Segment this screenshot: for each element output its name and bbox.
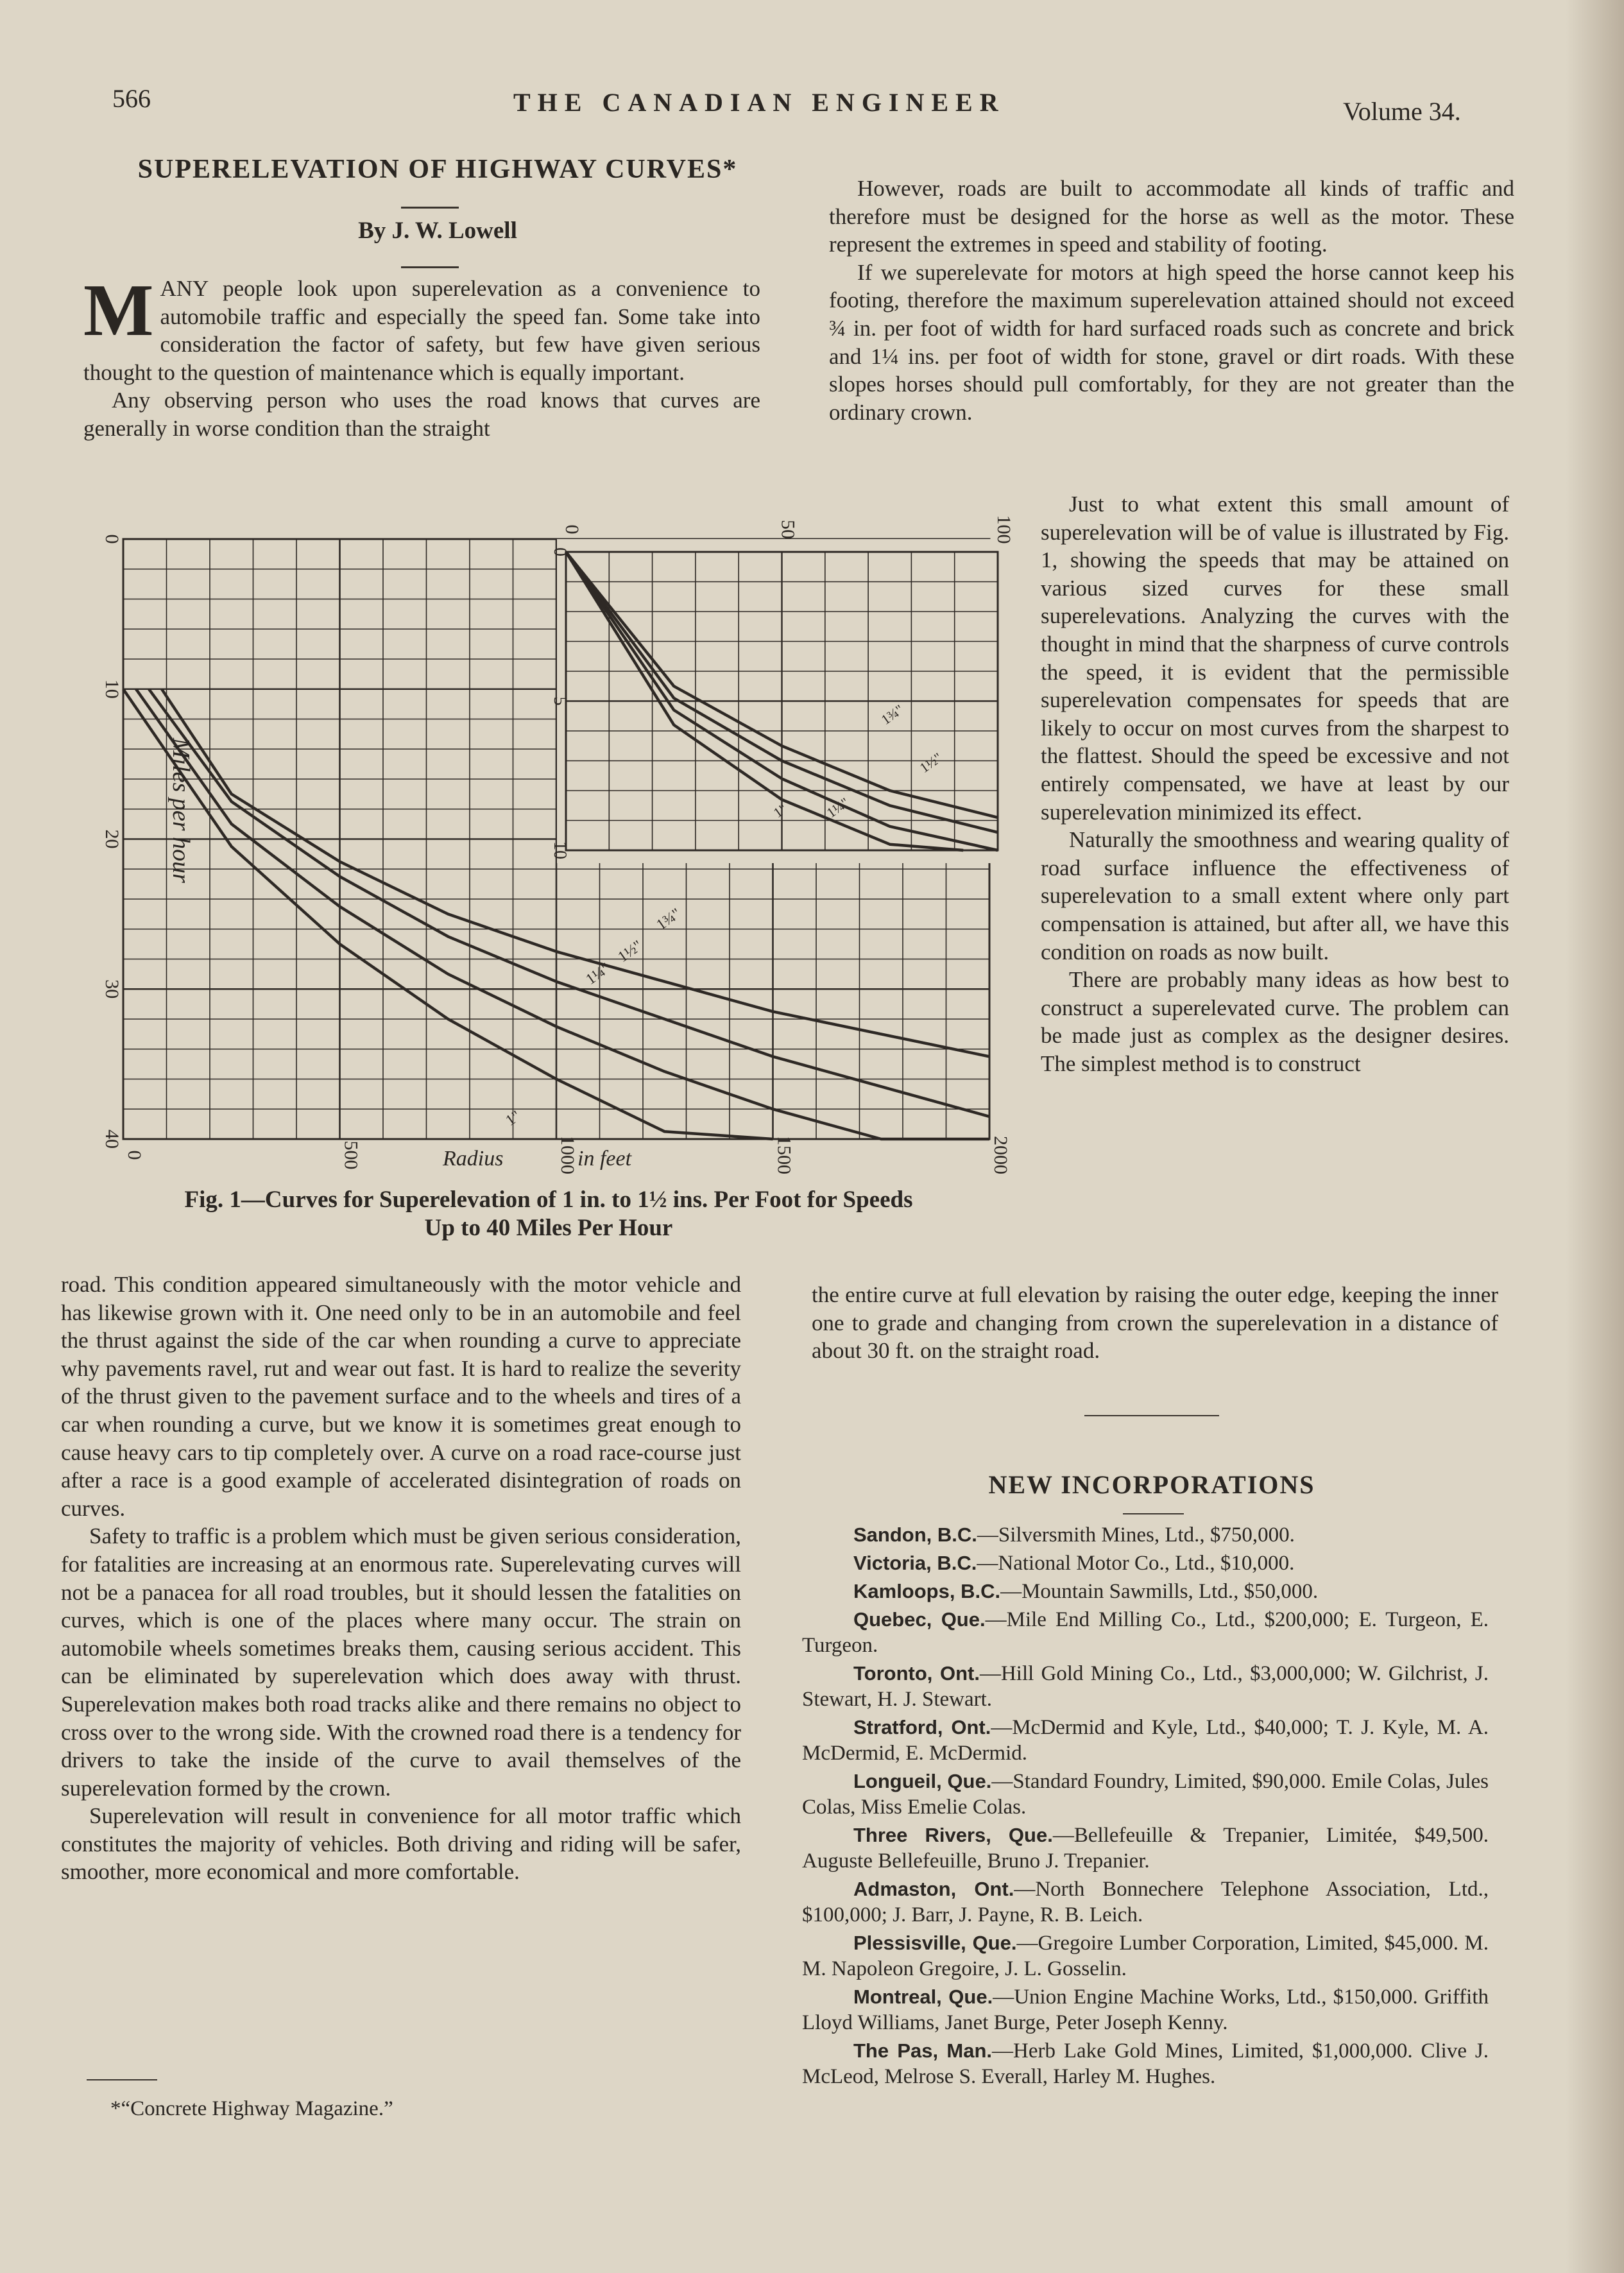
incorporation-details: —Hill Gold Mining Co., Ltd., $3,000,000; W. Gilchrist, J. Stewart, H. J. Stewart. bbox=[802, 1662, 1489, 1711]
paragraph: Just to what extent this small amount of superelevation will be of value is illustrated by Fig. 1, showing the speeds that may be attained on various sized curves for these small superelevations. Analyzing the curves with the thought in mind that the sharpness of curve controls the speed, it is evident that the permissible superelevation compensates for speeds that are likely to occur on most curves from the sharpest to the flattest. Should the speed be excessive and not entirely compensated, we have at least by our superelevation minimized its effect. bbox=[1041, 492, 1509, 825]
byline-rule bbox=[401, 266, 459, 268]
curve-label: 1¾" bbox=[653, 905, 685, 934]
inset-curve-label: 1¼" bbox=[823, 794, 852, 821]
section-divider bbox=[1084, 1415, 1219, 1416]
incorporation-details: —National Motor Co., Ltd., $10,000. bbox=[977, 1552, 1295, 1575]
footnote: *“Concrete Highway Magazine.” bbox=[110, 2097, 393, 2120]
incorporation-entry bbox=[802, 1607, 1489, 1658]
incorporation-place: Three Rivers, Que. bbox=[853, 1824, 1053, 1846]
figure-chart bbox=[83, 513, 1033, 1187]
drop-cap: M bbox=[83, 270, 154, 352]
footnote-rule bbox=[87, 2079, 157, 2080]
y-tick-label: 20 bbox=[101, 829, 123, 849]
incorporation-details: —McDermid and Kyle, Ltd., $40,000; T. J. Kyle, M. A. McDermid, E. McDermid. bbox=[802, 1716, 1489, 1765]
x-tick-label: 0 bbox=[124, 1150, 145, 1160]
incorporation-place: Victoria, B.C. bbox=[853, 1552, 977, 1574]
y-tick-label: 30 bbox=[101, 979, 123, 999]
incorporation-entry bbox=[802, 1769, 1489, 1820]
incorporation-entry bbox=[802, 1550, 1489, 1576]
x-tick-label: 1000 bbox=[557, 1136, 578, 1174]
incorporation-entry bbox=[802, 1715, 1489, 1766]
incorporation-entry bbox=[802, 2038, 1489, 2089]
incorporation-details: —Silversmith Mines, Ltd., $750,000. bbox=[977, 1523, 1295, 1547]
page-number: 566 bbox=[112, 84, 151, 113]
col1-bottom-text bbox=[61, 1271, 741, 1886]
incorporation-details: —Bellefeuille & Trepanier, Limitée, $49,500. Auguste Bellefeuille, Bruno J. Trepanier. bbox=[802, 1824, 1489, 1873]
curve-label: 1" bbox=[502, 1108, 524, 1129]
incorporation-place: Admaston, Ont. bbox=[853, 1878, 1014, 1900]
inset-y-tick-label: 5 bbox=[550, 696, 570, 706]
incorporation-entry bbox=[802, 1522, 1489, 1548]
title-rule bbox=[401, 207, 459, 209]
paragraph: However, roads are built to accommodate all kinds of traffic and therefore must be designed for the horse as well as the motor. These represent the extremes in speed and stability of footing. bbox=[829, 176, 1514, 257]
inset-x-tick-label: 50 bbox=[777, 520, 799, 539]
col2-bottom-text bbox=[812, 1281, 1498, 1365]
incorporations-list bbox=[802, 1522, 1489, 2092]
y-tick-label: 0 bbox=[101, 534, 123, 544]
paragraph: Naturally the smoothness and wearing quality of road surface influence the effectiveness of superelevation to a small extent where only part compensation is attained, but after all, we have this condition on roads as now built. bbox=[1041, 827, 1509, 965]
curve-label: 1½" bbox=[615, 937, 646, 966]
x-tick-label: 1500 bbox=[773, 1136, 795, 1174]
figure-caption bbox=[96, 1186, 1001, 1242]
incorporations-rule bbox=[1123, 1513, 1184, 1514]
x-tick-label: 2000 bbox=[990, 1136, 1011, 1174]
figure-caption-line2: Up to 40 Miles Per Hour bbox=[424, 1215, 673, 1241]
incorporation-place: Montreal, Que. bbox=[853, 1986, 993, 2008]
paragraph: If we superelevate for motors at high speed the horse cannot keep his footing, therefore the maximum superelevation attained should not exceed ¾ in. per foot of width for hard surfaced roads such as concrete and brick and 1¼ ins. per foot of width for stone, gravel or dirt roads. With these slopes horses should pull comfortably, for they are not greater than the ordinary crown. bbox=[829, 259, 1514, 425]
inset-y-tick-label: 0 bbox=[550, 547, 570, 556]
incorporation-entry bbox=[802, 1984, 1489, 2036]
col1-top-text bbox=[83, 270, 760, 443]
incorporation-entry bbox=[802, 1661, 1489, 1712]
incorporation-details: —Gregoire Lumber Corporation, Limited, $45,000. M. M. Napoleon Gregoire, J. L. Gosselin. bbox=[802, 1932, 1489, 1980]
incorporation-place: Stratford, Ont. bbox=[853, 1716, 991, 1738]
paragraph: Superelevation will result in convenience for all motor traffic which constitutes the majority of vehicles. Both driving and riding will be safer, smoother, more economical and more comfortable. bbox=[61, 1803, 741, 1885]
inset-x-tick-label: 100 bbox=[993, 515, 1014, 544]
incorporation-place: Sandon, B.C. bbox=[853, 1523, 977, 1546]
incorporation-details: —North Bonnechere Telephone Association, Ltd., $100,000; J. Barr, J. Payne, R. B. Leich. bbox=[802, 1878, 1489, 1926]
paragraph: road. This condition appeared simultaneously with the motor vehicle and has likewise grown with it. One need only to be in an automobile and feel the thrust against the side of the car when rounding a curve to appreciate why pavements ravel, rut and wear out fast. It is hard to realize the severity of the thrust given to the pavement surface and to the wheels and tires of a car when rounding a curve, but we know it is sometimes great enough to cause heavy cars to tip completely over. A curve on a road race-course just after a race is a good example of accelerated disintegration of roads on curves. bbox=[61, 1272, 741, 1521]
inset-curve-label: 1" bbox=[770, 800, 791, 821]
y-axis-label: Miles per hour bbox=[167, 738, 194, 883]
x-axis-label-radius: Radius bbox=[443, 1147, 504, 1171]
inset-x-tick-label: 0 bbox=[561, 524, 583, 535]
incorporation-details: —Herb Lake Gold Mines, Limited, $1,000,000. Clive J. McLeod, Melrose S. Everall, Harley M. Hughes. bbox=[802, 2039, 1489, 2088]
curve-label: 1¼" bbox=[583, 959, 614, 988]
x-tick-label: 500 bbox=[340, 1140, 362, 1170]
journal-title: THE CANADIAN ENGINEER bbox=[513, 88, 1005, 117]
incorporation-place: Toronto, Ont. bbox=[853, 1662, 980, 1685]
paragraph: ANY people look upon superelevation as a convenience to automobile traffic and especially the speed fan. Some take into consideration the factor of safety, but few have given serious thought to the question of maintenance which is equally important. bbox=[83, 276, 760, 385]
article-byline: By J. W. Lowell bbox=[358, 218, 517, 244]
inset-curve-label: 1¾" bbox=[878, 701, 907, 728]
incorporation-entry bbox=[802, 1930, 1489, 1982]
incorporation-details: —Union Engine Machine Works, Ltd., $150,000. Griffith Lloyd Williams, Janet Burge, Peter Joseph Kenny. bbox=[802, 1986, 1489, 2034]
paragraph: Safety to traffic is a problem which must be given serious consideration, for fatalities are increasing at an enormous rate. Superelevating curves will not be a panacea for all road troubles, but it should lessen the fatalities on curves, which is one of the places where many occur. The strain on automobile wheels sometimes breaks them, causing serious accident. This can be eliminated by superelevation which does away with thrust. Superelevation makes both road tracks alike and there remains no object to cross over to the wrong side. With the crowned road there is a tendency for drivers to take the inside of the curve to avail themselves of the superelevation formed by the crown. bbox=[61, 1523, 741, 1801]
incorporation-entry bbox=[802, 1876, 1489, 1928]
y-tick-label: 40 bbox=[101, 1129, 123, 1149]
page-edge-shadow bbox=[1566, 0, 1624, 2273]
article-title: SUPERELEVATION OF HIGHWAY CURVES* bbox=[137, 155, 738, 184]
incorporation-place: Kamloops, B.C. bbox=[853, 1580, 1001, 1602]
incorporation-details: —Mile End Milling Co., Ltd., $200,000; E. Turgeon, E. Turgeon. bbox=[802, 1608, 1489, 1657]
figure-caption-line1: Fig. 1—Curves for Superelevation of 1 in. to 1½ ins. Per Foot for Speeds bbox=[184, 1187, 913, 1213]
incorporation-place: Longueil, Que. bbox=[853, 1770, 992, 1792]
incorporation-place: Quebec, Que. bbox=[853, 1608, 986, 1631]
incorporation-details: —Standard Foundry, Limited, $90,000. Emile Colas, Jules Colas, Miss Emelie Colas. bbox=[802, 1770, 1489, 1819]
inset-curve-label: 1½" bbox=[916, 749, 945, 776]
x-axis-label-feet: in feet bbox=[577, 1147, 632, 1171]
incorporation-place: Plessisville, Que. bbox=[853, 1932, 1017, 1954]
incorporation-place: The Pas, Man. bbox=[853, 2039, 993, 2062]
col2-side-text bbox=[1041, 490, 1509, 1077]
inset-y-tick-label: 10 bbox=[550, 841, 570, 859]
incorporation-entry bbox=[802, 1823, 1489, 1874]
paragraph: the entire curve at full elevation by raising the outer edge, keeping the inner one to grade and changing from crown the superelevation in a distance of about 30 ft. on the straight road. bbox=[812, 1282, 1498, 1364]
col2-top-text bbox=[829, 175, 1514, 426]
volume-label: Volume 34. bbox=[1343, 97, 1461, 126]
incorporation-entry bbox=[802, 1579, 1489, 1604]
paragraph: Any observing person who uses the road knows that curves are generally in worse condition than the straight bbox=[83, 388, 760, 441]
incorporations-title: NEW INCORPORATIONS bbox=[988, 1470, 1315, 1499]
y-tick-label: 10 bbox=[101, 679, 123, 699]
paragraph: There are probably many ideas as how best to construct a superelevated curve. The problem can be made just as complex as the designer desires. The simplest method is to construct bbox=[1041, 967, 1509, 1076]
incorporation-details: —Mountain Sawmills, Ltd., $50,000. bbox=[1000, 1580, 1319, 1603]
